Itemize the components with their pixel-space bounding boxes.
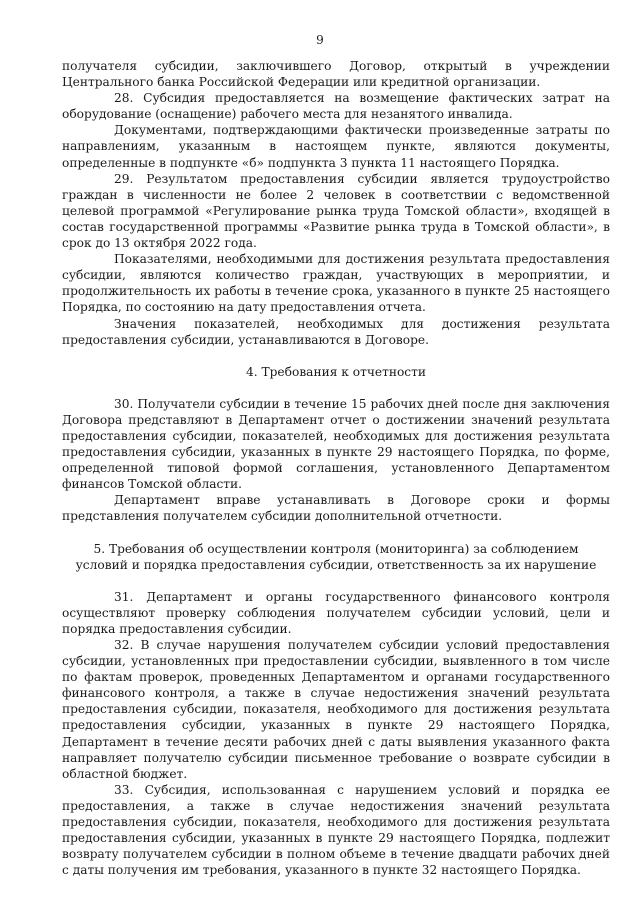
spacer [62,525,610,541]
paragraph-29-values: Значения показателей, необходимых для достижения результата предоставления субсидии, устанавливаются в Договоре. [62,316,610,347]
paragraph-continuation: получателя субсидии, заключившего Договор, открытый в учреждении Центрального банка Российской Федерации или кредитной организации. [62,59,610,90]
section-5-heading-line-1: 5. Требования об осуществлении контроля (мониторинга) за соблюдением [93,541,579,556]
spacer [62,348,610,364]
paragraph-33: 33. Субсидия, использованная с нарушением условий и порядка ее предоставления, а также в случае недостижения значений результата предоставления субсидии, показателя, необходимого для достижения результата предоставления субсидии, указанных в пункте 29 настоящего Порядка, подлежит возврату получателем субсидии в полном объеме в течение двадцати рабочих дней с даты получения им требования, указанного в пункте 32 настоящего Порядка. [62,782,610,878]
paragraph-28-documents: Документами, подтверждающими фактически произведенные затраты по направлениям, указанным в настоящем пункте, являются документы, определенные в подпункте «б» подпункта 3 пункта 11 настоящего Порядка. [62,123,610,170]
section-4-heading: 4. Требования к отчетности [246,364,426,379]
spacer [62,573,610,589]
paragraph-30: 30. Получатели субсидии в течение 15 рабочих дней после дня заключения Договора представляют в Департамент отчет о достижении значений результата предоставления субсидии, показателей, необходимых для достижения результата предоставления субсидии, указанных в пункте 29 настоящего Порядка, по форме, определенной типовой формой соглашения, установленного Департаментом финансов Томской области. [62,396,610,492]
page-number: 9 [316,33,324,47]
paragraph-30-department: Департамент вправе устанавливать в Договоре сроки и формы представления получателем субсидии дополнительной отчетности. [62,493,610,524]
document-body [62,58,610,878]
paragraph-32: 32. В случае нарушения получателем субсидии условий предоставления субсидии, установленных при предоставлении субсидии, выявленного в том числе по фактам проверок, проведенных Департаментом и органами государственного финансового контроля, а также в случае недостижения значений результата предоставления субсидии, показателя, необходимого для достижения результата предоставления субсидии, указанных в пункте 29 настоящего Порядка, Департамент в течение десяти рабочих дней с даты выявления указанного факта направляет получателю субсидии письменное требование о возврате субсидии в областной бюджет. [62,638,610,781]
paragraph-31: 31. Департамент и органы государственного финансового контроля осуществляют проверку соблюдения получателем субсидии условий, цели и порядка предоставления субсидии. [62,589,610,636]
spacer [62,380,610,396]
paragraph-28: 28. Субсидия предоставляется на возмещение фактических затрат на оборудование (оснащение) рабочего места для незанятого инвалида. [62,91,610,122]
paragraph-29: 29. Результатом предоставления субсидии является трудоустройство граждан в численности не более 2 человек в соответствии с ведомственной целевой программой «Регулирование рынка труда Томской области», входящей в состав государственной программы «Развитие рынка труда в Томской области», в срок до 13 октября 2022 года. [62,171,610,251]
section-5-heading-line-2: условий и порядка предоставления субсидии, ответственность за их нарушение [75,557,597,572]
paragraph-29-indicators: Показателями, необходимыми для достижения результата предоставления субсидии, являются количество граждан, участвующих в мероприятии, и продолжительность их работы в течение срока, указанного в пункте 25 настоящего Порядка, по состоянию на дату предоставления отчета. [62,252,610,315]
